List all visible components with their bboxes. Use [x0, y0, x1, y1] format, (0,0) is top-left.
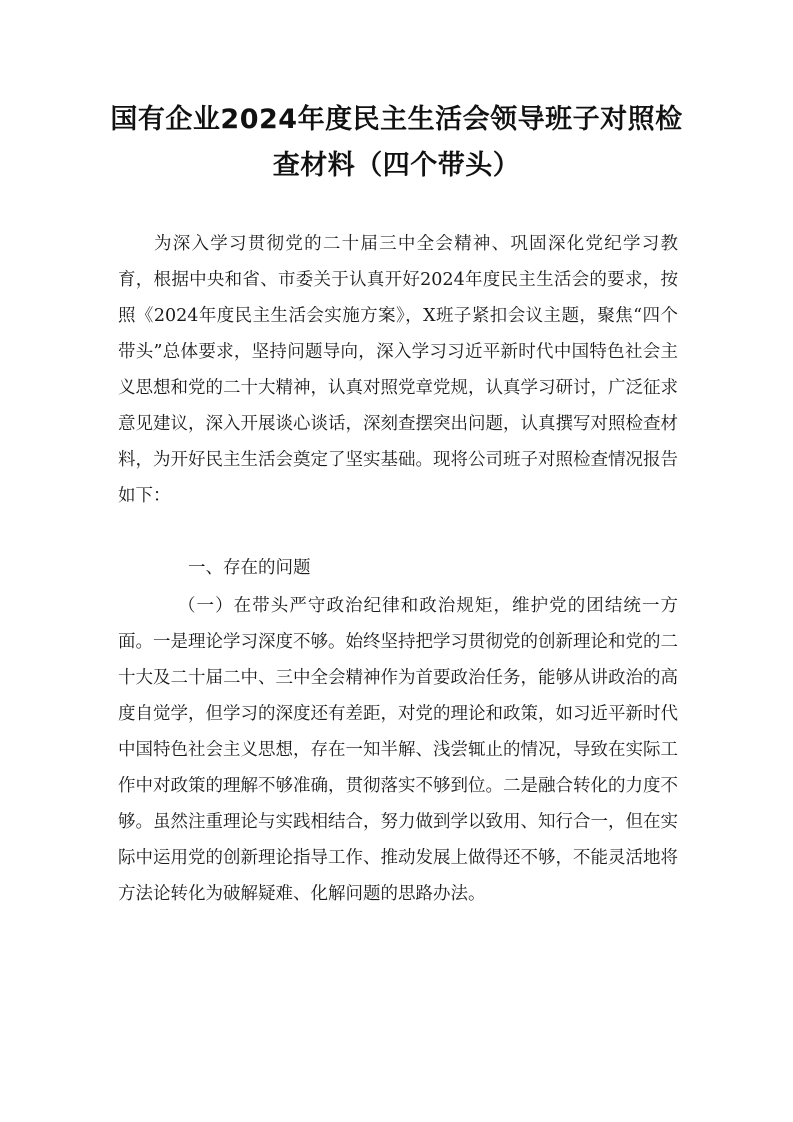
document-title: 国有企业2024年度民主生活会领导班子对照检查材料（四个带头）: [110, 104, 683, 181]
section-heading: 一、存在的问题: [188, 558, 311, 578]
document-body: [118, 226, 678, 912]
section-paragraph: （一）在带头严守政治纪律和政治规矩，维护党的团结统一方面。一是理论学习深度不够。始终坚持把学习贯彻党的创新理论和党的二十大及二十届二中、三中全会精神作为首要政治任务，能够从讲政治的高度自觉学，但学习的深度还有差距，对党的理论和政策，如习近平新时代中国特色社会主义思想，存在一知半解、浅尝辄止的情况，导致在实际工作中对政策的理解不够准确，贯彻落实不够到位。二是融合转化的力度不够。虽然注重理论与实践相结合，努力做到学以致用、知行合一，但在实际中运用党的创新理论指导工作、推动发展上做得还不够，不能灵活地将方法论转化为破解疑难、化解问题的思路办法。: [118, 596, 678, 904]
intro-paragraph: 为深入学习贯彻党的二十届三中全会精神、巩固深化党纪学习教育，根据中央和省、市委关于认真开好2024年度民主生活会的要求，按照《2024年度民主生活会实施方案》，X班子紧扣会议主题，聚焦“四个带头”总体要求，坚持问题导向，深入学习习近平新时代中国特色社会主义思想和党的二十大精神，认真对照党章党规，认真学习研讨，广泛征求意见建议，深入开展谈心谈话，深刻查摆突出问题，认真撰写对照检查材料，为开好民主生活会奠定了坚实基础。现将公司班子对照检查情况报告如下：: [118, 234, 678, 506]
